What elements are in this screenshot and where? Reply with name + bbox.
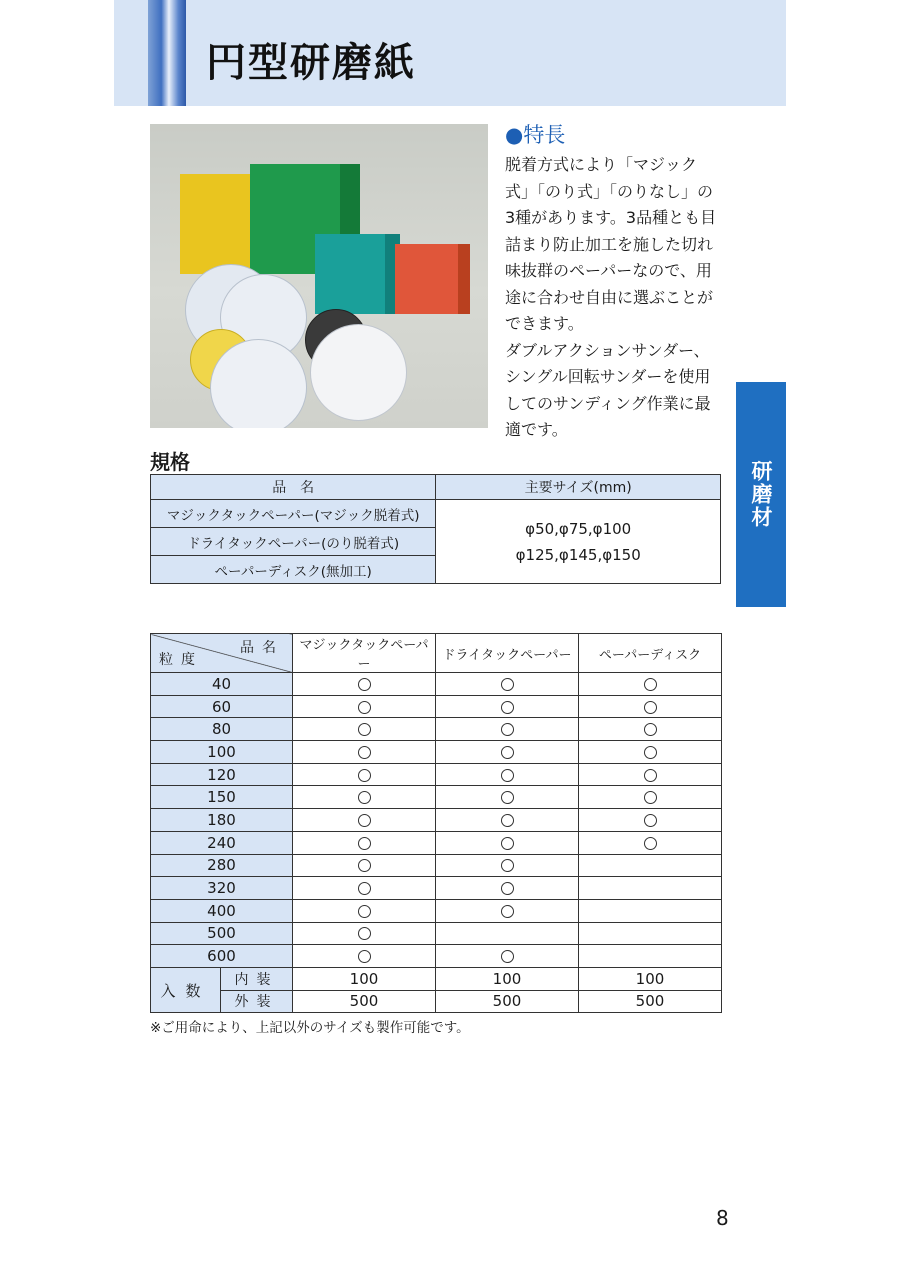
availability-cell bbox=[579, 763, 722, 786]
availability-cell bbox=[436, 809, 579, 832]
availability-cell bbox=[293, 945, 436, 968]
availability-cell bbox=[579, 718, 722, 741]
availability-cell bbox=[436, 718, 579, 741]
grit-row bbox=[151, 786, 722, 809]
availability-circle-mark bbox=[644, 701, 657, 714]
availability-cell bbox=[293, 763, 436, 786]
quantity-inner-row bbox=[151, 967, 722, 990]
inner-quantity: 100 bbox=[436, 967, 579, 990]
grit-value: 400 bbox=[151, 899, 293, 922]
grit-row bbox=[151, 741, 722, 764]
grit-row bbox=[151, 809, 722, 832]
grit-row bbox=[151, 945, 722, 968]
grit-column-header: ドライタックペーパー bbox=[436, 634, 579, 673]
grit-value: 240 bbox=[151, 831, 293, 854]
availability-circle-mark bbox=[358, 859, 371, 872]
header-accent-bar bbox=[148, 0, 186, 106]
grit-value: 40 bbox=[151, 673, 293, 696]
availability-circle-mark bbox=[358, 769, 371, 782]
teal-box bbox=[315, 234, 400, 314]
grit-row bbox=[151, 718, 722, 741]
availability-cell bbox=[293, 741, 436, 764]
paper-disc bbox=[310, 324, 407, 421]
availability-circle-mark bbox=[501, 837, 514, 850]
availability-cell bbox=[293, 786, 436, 809]
availability-cell bbox=[579, 809, 722, 832]
spec-row bbox=[151, 500, 721, 528]
availability-circle-mark bbox=[501, 905, 514, 918]
spec-sizes bbox=[436, 500, 721, 584]
spec-product-name: ペーパーディスク(無加工) bbox=[151, 556, 436, 584]
availability-circle-mark bbox=[501, 791, 514, 804]
grit-value: 150 bbox=[151, 786, 293, 809]
availability-circle-mark bbox=[358, 927, 371, 940]
inner-label: 内装 bbox=[221, 967, 293, 990]
outer-quantity: 500 bbox=[579, 990, 722, 1013]
grit-value: 80 bbox=[151, 718, 293, 741]
grit-row bbox=[151, 922, 722, 945]
availability-circle-mark bbox=[501, 769, 514, 782]
outer-quantity: 500 bbox=[293, 990, 436, 1013]
grit-row bbox=[151, 763, 722, 786]
availability-cell bbox=[436, 831, 579, 854]
spec-header-size: 主要サイズ(mm) bbox=[436, 475, 721, 500]
availability-circle-mark bbox=[358, 814, 371, 827]
availability-circle-mark bbox=[358, 837, 371, 850]
inner-quantity: 100 bbox=[293, 967, 436, 990]
availability-circle-mark bbox=[501, 746, 514, 759]
availability-circle-mark bbox=[644, 837, 657, 850]
grit-value: 60 bbox=[151, 695, 293, 718]
availability-circle-mark bbox=[501, 678, 514, 691]
availability-circle-mark bbox=[358, 882, 371, 895]
red-box bbox=[395, 244, 470, 314]
spec-sizes-line: φ50,φ75,φ100 bbox=[525, 519, 632, 538]
paper-disc bbox=[210, 339, 307, 428]
availability-circle-mark bbox=[358, 905, 371, 918]
availability-cell bbox=[579, 673, 722, 696]
category-side-tab-label: 研磨材 bbox=[749, 460, 773, 529]
availability-circle-mark bbox=[644, 769, 657, 782]
spec-section-title: 規格 bbox=[150, 450, 190, 474]
outer-quantity: 500 bbox=[436, 990, 579, 1013]
grit-row bbox=[151, 854, 722, 877]
availability-circle-mark bbox=[501, 814, 514, 827]
spec-table bbox=[150, 474, 721, 584]
availability-circle-mark bbox=[644, 678, 657, 691]
grit-value: 500 bbox=[151, 922, 293, 945]
availability-cell bbox=[436, 945, 579, 968]
page-number: 8 bbox=[716, 1206, 729, 1230]
availability-cell bbox=[579, 899, 722, 922]
availability-cell bbox=[293, 695, 436, 718]
spec-header-row bbox=[151, 475, 721, 500]
spec-sizes-line: φ125,φ145,φ150 bbox=[515, 545, 641, 564]
grit-column-header: ペーパーディスク bbox=[579, 634, 722, 673]
availability-circle-mark bbox=[501, 882, 514, 895]
features-paragraph: ダブルアクションサンダー、シングル回転サンダーを使用してのサンディング作業に最適です。 bbox=[505, 340, 711, 439]
grit-corner-cell bbox=[151, 634, 293, 673]
grit-value: 100 bbox=[151, 741, 293, 764]
availability-cell bbox=[579, 945, 722, 968]
footnote: ※ご用命により、上記以外のサイズも製作可能です。 bbox=[150, 1020, 470, 1036]
availability-cell bbox=[579, 877, 722, 900]
availability-circle-mark bbox=[501, 701, 514, 714]
grit-row bbox=[151, 673, 722, 696]
availability-cell bbox=[293, 831, 436, 854]
availability-cell bbox=[436, 695, 579, 718]
grit-body bbox=[151, 673, 722, 968]
grit-table bbox=[150, 633, 722, 1013]
availability-cell bbox=[436, 899, 579, 922]
spec-product-name: マジックタックペーパー(マジック脱着式) bbox=[151, 500, 436, 528]
availability-cell bbox=[293, 877, 436, 900]
grit-row bbox=[151, 899, 722, 922]
availability-circle-mark bbox=[358, 701, 371, 714]
availability-cell bbox=[436, 877, 579, 900]
page-title: 円型研磨紙 bbox=[206, 40, 416, 86]
availability-circle-mark bbox=[501, 859, 514, 872]
availability-cell bbox=[579, 922, 722, 945]
availability-circle-mark bbox=[358, 950, 371, 963]
corner-top-label: 品名 bbox=[240, 640, 284, 656]
grit-value: 180 bbox=[151, 809, 293, 832]
availability-cell bbox=[293, 899, 436, 922]
outer-label: 外装 bbox=[221, 990, 293, 1013]
features-text bbox=[505, 152, 720, 444]
grit-row bbox=[151, 877, 722, 900]
grit-value: 320 bbox=[151, 877, 293, 900]
product-photo bbox=[150, 124, 488, 428]
availability-circle-mark bbox=[501, 950, 514, 963]
availability-cell bbox=[436, 854, 579, 877]
grit-column-header: マジックタックペーパー bbox=[293, 634, 436, 673]
features-paragraph: 脱着方式により「マジック式」「のり式」「のりなし」の3種があります。3品種とも目詰まり防止加工を施した切れ味抜群のペーパーなので、用途に合わせ自由に選ぶことができます。 bbox=[505, 155, 717, 333]
availability-cell bbox=[579, 695, 722, 718]
availability-cell bbox=[293, 809, 436, 832]
availability-cell bbox=[293, 718, 436, 741]
availability-cell bbox=[293, 922, 436, 945]
availability-cell bbox=[579, 831, 722, 854]
spec-product-name: ドライタックペーパー(のり脱着式) bbox=[151, 528, 436, 556]
availability-cell bbox=[579, 786, 722, 809]
availability-circle-mark bbox=[358, 746, 371, 759]
grit-row bbox=[151, 831, 722, 854]
availability-circle-mark bbox=[358, 723, 371, 736]
grit-value: 120 bbox=[151, 763, 293, 786]
availability-cell bbox=[436, 922, 579, 945]
category-side-tab[interactable] bbox=[736, 382, 786, 607]
grit-header-row bbox=[151, 634, 722, 673]
grit-value: 280 bbox=[151, 854, 293, 877]
availability-cell bbox=[436, 786, 579, 809]
availability-cell bbox=[436, 763, 579, 786]
availability-cell bbox=[293, 854, 436, 877]
quantity-outer-row bbox=[151, 990, 722, 1013]
spec-header-name: 品 名 bbox=[151, 475, 436, 500]
grit-row bbox=[151, 695, 722, 718]
corner-bottom-label: 粒度 bbox=[159, 652, 203, 668]
availability-cell bbox=[436, 741, 579, 764]
grit-value: 600 bbox=[151, 945, 293, 968]
features-heading: ●特長 bbox=[505, 123, 566, 147]
availability-circle-mark bbox=[358, 791, 371, 804]
availability-circle-mark bbox=[644, 791, 657, 804]
availability-circle-mark bbox=[644, 814, 657, 827]
availability-circle-mark bbox=[644, 723, 657, 736]
availability-circle-mark bbox=[644, 746, 657, 759]
availability-cell bbox=[579, 741, 722, 764]
availability-cell bbox=[436, 673, 579, 696]
availability-cell bbox=[293, 673, 436, 696]
quantity-label: 入数 bbox=[151, 967, 221, 1012]
availability-circle-mark bbox=[501, 723, 514, 736]
availability-cell bbox=[579, 854, 722, 877]
availability-circle-mark bbox=[358, 678, 371, 691]
inner-quantity: 100 bbox=[579, 967, 722, 990]
